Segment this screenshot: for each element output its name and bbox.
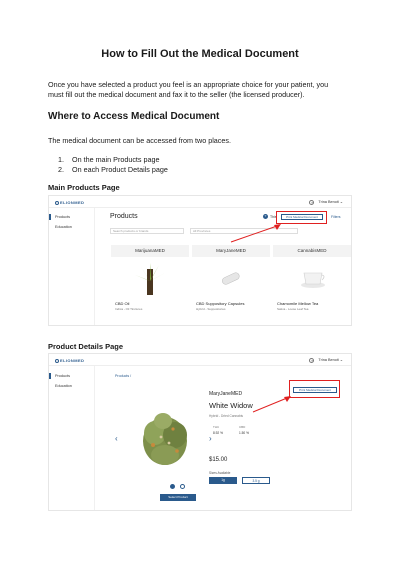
product-details-heading: Product Details Page (48, 342, 124, 351)
sidebar (49, 366, 95, 510)
carousel-dot[interactable] (180, 484, 185, 489)
tab-terpene-profile[interactable]: Terpene Profile (145, 509, 166, 511)
product-card[interactable] (273, 245, 351, 323)
logo: ELIONMED (55, 200, 84, 205)
card-brand: MarijuanaMED (111, 245, 189, 257)
capsule-icon (220, 271, 242, 287)
card-name: Chamomile Mellow Tea (277, 301, 319, 306)
logo: ELIONMED (55, 358, 84, 363)
print-medical-document-button[interactable]: Print Medical Document (281, 214, 323, 220)
page-title: Products (110, 213, 138, 220)
chevron-left-icon[interactable]: ‹ (115, 434, 118, 443)
card-name: CBD Suppository Capsules (196, 301, 245, 306)
size-option[interactable]: 3.5 g (242, 477, 270, 484)
this-label: This (270, 215, 277, 219)
top-bar (49, 196, 351, 208)
product-type: Hybrid - Dried Cannabis (209, 414, 244, 418)
product-details-screenshot (48, 353, 352, 511)
question-icon[interactable]: ? (311, 200, 313, 205)
sidebar-item-products[interactable]: Products (55, 374, 70, 378)
sidebar-item-education[interactable]: Education (55, 225, 72, 229)
product-card[interactable] (111, 245, 189, 323)
card-brand: CannabisMED (273, 245, 351, 257)
size-option-selected[interactable]: 1g (209, 477, 237, 484)
tea-cup-icon (299, 265, 327, 291)
section-paragraph: The medical document can be accessed from two places. (48, 136, 231, 145)
select-product-button[interactable]: Select Product (160, 494, 196, 501)
card-sub: Sativa - Loose Leaf Tea (277, 307, 309, 311)
step-2: 2. On each Product Details page (58, 164, 168, 174)
card-name: CBD Oil (115, 301, 130, 306)
thc-value: 8.92 % (213, 431, 223, 435)
document-title: How to Fill Out the Medical Document (101, 48, 299, 60)
main-products-screenshot (48, 195, 352, 326)
product-price: $15.00 (209, 457, 228, 463)
section-heading: Where to Access Medical Document (48, 111, 220, 122)
step-1: 1. On the main Products page (58, 155, 160, 164)
filters-button[interactable]: Filters (331, 215, 341, 219)
product-brand: MaryJaneMED (209, 391, 243, 397)
cannabis-leaf-icon (131, 261, 171, 299)
cbd-label: CBD (239, 425, 246, 429)
intro-paragraph (48, 80, 358, 100)
user-menu[interactable]: ? Trina Benoit ⌄ (311, 200, 343, 205)
sidebar-item-products[interactable]: Products (55, 215, 70, 219)
annotation-arrow (229, 222, 284, 244)
cannabis-bud-image (125, 399, 205, 479)
annotation-arrow (251, 394, 293, 414)
user-menu[interactable]: ? Trina Benoit ⌄ (311, 358, 343, 363)
chevron-right-icon[interactable]: › (209, 434, 212, 443)
intro-line-1: Once you have selected a product you feel is an appropriate choice for your patient, you (48, 80, 329, 89)
product-tabs (113, 509, 196, 511)
card-sub: Hybrid - Suppositories (196, 307, 226, 311)
thc-label: THC (213, 425, 220, 429)
product-name: White Widow (209, 401, 253, 410)
breadcrumb[interactable]: Products / (115, 374, 132, 378)
steps-list (58, 155, 168, 174)
intro-line-2: must fill out the medical document and fax it to the seller (the licensed producer). (48, 90, 305, 99)
highlight-box (289, 380, 340, 398)
cbd-value: 1.50 % (239, 431, 249, 435)
sidebar-item-education[interactable]: Education (55, 384, 72, 388)
question-icon[interactable]: ? (311, 358, 313, 363)
carousel-dot-active[interactable] (170, 484, 175, 489)
sizes-label: Sizes Available (209, 471, 231, 475)
card-sub: Indica - Oil Tinctures (115, 307, 143, 311)
province-filter[interactable]: All Provinces (190, 228, 298, 234)
card-brand: MaryJaneMED (192, 245, 270, 257)
sidebar (49, 208, 95, 325)
search-input[interactable]: Search products or brands (110, 228, 184, 234)
cannabinoid-values (209, 424, 273, 438)
top-bar (49, 354, 351, 366)
help-icon[interactable]: ? (264, 214, 267, 218)
print-medical-document-button[interactable]: Print Medical Document (293, 387, 337, 393)
tab-about[interactable]: About The Product (113, 509, 138, 511)
product-card[interactable] (192, 245, 270, 323)
tab-interactions[interactable]: Interactions (173, 509, 190, 511)
main-products-heading: Main Products Page (48, 183, 120, 192)
